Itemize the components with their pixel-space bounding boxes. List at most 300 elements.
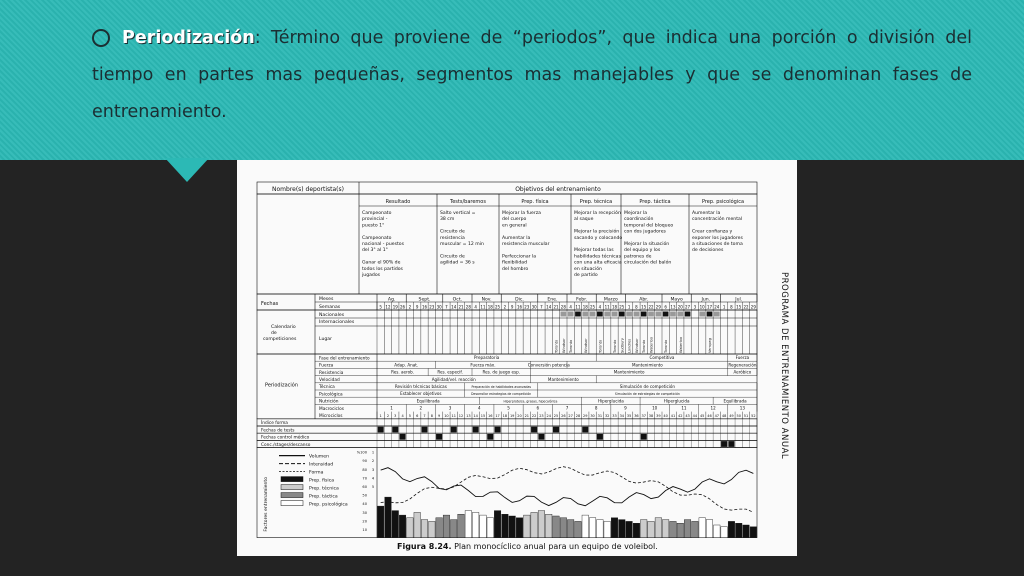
legend-swatch <box>281 501 303 506</box>
micro-number: 20 <box>517 413 522 418</box>
label-calendario: competiciones <box>263 337 297 342</box>
scale-index: 4 <box>371 476 375 481</box>
week-number: 21 <box>458 304 464 310</box>
objective-line: Salto vertical = <box>440 211 476 216</box>
week-number: 20 <box>677 304 683 310</box>
week-number: 25 <box>590 304 596 310</box>
objective-line: nacional - puestos <box>362 242 404 247</box>
medical-mark <box>436 434 442 440</box>
week-number: 4 <box>598 304 602 310</box>
period-label: Técnica <box>319 385 335 391</box>
test-mark <box>473 427 479 433</box>
factor-bar <box>494 511 501 538</box>
month-label: Abr. <box>639 297 649 303</box>
week-number: 2 <box>408 304 412 310</box>
objective-line: provincial - <box>362 217 388 223</box>
competition-mark <box>626 312 632 317</box>
week-number: 8 <box>730 304 733 310</box>
banner-notch <box>165 158 209 182</box>
venue-label: Windsor <box>561 338 566 353</box>
period-cell: Hiperproteica, grasas, hipocalórica <box>503 399 558 404</box>
definition-text: : Término que proviene de “periodos”, que indica una porción o división del tiempo en partes mas pequeñas, segmentos mas manejables y que se denominan fases de entrenamiento. <box>92 28 972 122</box>
micro-number: 24 <box>546 413 551 418</box>
competition-mark <box>670 312 676 317</box>
week-number: 14 <box>451 304 457 310</box>
period-cell: Establecer objetivos <box>400 391 442 397</box>
index-row <box>257 440 757 447</box>
objective-line: jugados <box>362 273 381 278</box>
competition-mark <box>707 312 713 317</box>
week-number: 13 <box>670 304 676 310</box>
period-cell: Preparatoria <box>473 355 500 361</box>
factor-bar <box>728 521 735 537</box>
volume-line <box>381 468 754 506</box>
period-cell: Equilibrada <box>723 398 747 404</box>
period-cell: Res. de juego esp. <box>482 369 521 375</box>
header-athletes: Nombre(s) deportista(s) <box>272 186 344 193</box>
factor-bar <box>516 518 523 538</box>
week-number: 26 <box>400 304 406 310</box>
objective-line: en general <box>502 223 527 229</box>
label-microciclos: Microciclos <box>319 414 343 419</box>
factor-bar <box>385 497 392 537</box>
objective-line: Mejorar la precisión <box>574 229 620 235</box>
competition-mark <box>685 312 691 317</box>
factor-bar <box>684 520 691 538</box>
intensity-line <box>381 467 754 513</box>
week-number: 18 <box>582 304 588 310</box>
period-cell: Preparación de habilidades avanzadas <box>471 385 531 389</box>
objective-line: Mejorar la <box>624 211 648 216</box>
medical-mark <box>538 434 544 440</box>
factor-bar <box>545 514 552 537</box>
period-cell: Simulación de estrategias de competición <box>614 392 680 397</box>
week-number: 5 <box>379 304 382 310</box>
label-nacionales: Nacionales <box>319 313 345 318</box>
scale-label: 80 <box>362 467 367 472</box>
factor-bar <box>619 520 626 538</box>
period-cell: Fuerza máx. <box>470 362 496 368</box>
period-cell: Aeróbico <box>733 369 752 375</box>
legend-swatch <box>281 477 303 482</box>
scale-label: 40 <box>362 502 367 507</box>
factor-bar <box>392 511 399 538</box>
scale-label: 50 <box>362 493 367 498</box>
label-calendario: Calendario <box>271 325 296 330</box>
objective-line: Mejorar la situación <box>624 242 670 247</box>
week-number: 14 <box>546 304 552 310</box>
week-number: 8 <box>635 304 638 310</box>
micro-number: 19 <box>509 413 515 418</box>
objective-line: resistencia <box>440 235 465 241</box>
test-mark <box>553 427 559 433</box>
period-cell: Mantenimiento <box>631 362 663 368</box>
micro-number: 10 <box>444 413 449 418</box>
label-periodizacion: Periodización <box>265 382 299 389</box>
factor-bar <box>450 520 457 538</box>
factor-bar <box>553 516 560 538</box>
factor-bar <box>589 518 596 538</box>
week-number: 15 <box>641 304 647 310</box>
objective-line: Perfeccionar la <box>502 254 537 260</box>
objective-line: temporal del bloqueo <box>624 223 674 229</box>
period-cell: Conversión potencia <box>527 362 570 368</box>
period-cell: Hiperglucida <box>663 398 690 404</box>
competition-mark <box>604 312 610 317</box>
week-number: 2 <box>503 304 507 310</box>
objective-title: Resultado <box>385 199 411 205</box>
micro-number: 34 <box>619 413 625 418</box>
period-cell: Desarrollar estrategias de competición <box>471 392 532 397</box>
objective-line: Circuito de <box>440 254 465 260</box>
macro-number: 10 <box>652 405 658 411</box>
week-number: 7 <box>445 304 448 310</box>
factor-bar <box>458 514 465 537</box>
period-cell: Equilibrada <box>416 398 440 404</box>
test-mark <box>421 427 427 433</box>
definition-paragraph <box>92 20 972 131</box>
competition-mark <box>597 312 603 317</box>
month-label: Dic. <box>515 297 524 303</box>
period-cell: Revisión técnicas básicas <box>394 384 447 389</box>
macro-number: 5 <box>507 405 510 411</box>
week-number: 28 <box>465 304 471 310</box>
venue-label: Windsor <box>634 338 639 353</box>
period-cell: Fuerza <box>735 355 750 361</box>
micro-number: 26 <box>561 413 566 418</box>
venue-label: Toronto <box>613 339 617 353</box>
factor-bar <box>538 511 545 538</box>
caption-label: Figura 8.24. <box>397 542 452 551</box>
week-number: 25 <box>495 304 501 310</box>
micro-number: 15 <box>480 413 486 418</box>
objective-line: todos los partidos <box>362 266 403 272</box>
medical-mark <box>487 434 493 440</box>
legend-swatch <box>281 493 303 498</box>
micro-number: 37 <box>641 413 646 418</box>
index-label: Índice forma <box>261 421 288 427</box>
micro-number: 50 <box>736 413 741 418</box>
month-label: Jun. <box>701 297 711 303</box>
objective-line: en situación <box>574 266 602 272</box>
macro-number: 2 <box>419 405 423 411</box>
label-internacionales: Internacionales <box>319 320 355 325</box>
micro-number: 36 <box>634 413 639 418</box>
week-number: 23 <box>524 304 530 310</box>
week-number: 22 <box>648 304 654 310</box>
week-number: 23 <box>429 304 435 310</box>
factor-bar <box>582 515 589 538</box>
week-number: 6 <box>664 304 667 310</box>
objective-line: Campeonato <box>362 211 392 216</box>
week-number: 16 <box>516 304 523 310</box>
factor-bar <box>465 511 472 538</box>
micro-number: 23 <box>539 413 544 418</box>
week-number: 15 <box>736 304 742 310</box>
factor-bar <box>743 525 750 538</box>
index-row <box>257 426 757 433</box>
scale-label: 90 <box>362 459 367 464</box>
test-mark <box>378 427 384 433</box>
venue-label: Waterloo <box>678 336 683 353</box>
micro-number: 25 <box>553 413 559 418</box>
factor-bar <box>750 527 757 538</box>
month-label: Jul. <box>735 297 743 303</box>
competition-mark <box>590 312 596 317</box>
micro-number: 46 <box>707 413 712 418</box>
objective-line: del 3° al 1° <box>362 248 388 254</box>
month-label: Mayo <box>670 297 683 303</box>
venue-label: Toronto <box>642 339 647 353</box>
factor-bar <box>735 523 742 537</box>
legend-label: Intensidad <box>309 462 334 468</box>
micro-number: 48 <box>721 413 727 418</box>
factor-bar <box>567 520 574 538</box>
micro-number: 32 <box>604 413 610 418</box>
scale-label: 60 <box>362 485 367 489</box>
micro-number: 27 <box>568 413 573 418</box>
micro-number: 8 <box>430 413 433 418</box>
micro-number: 21 <box>524 413 530 418</box>
test-mark <box>582 427 588 433</box>
rest-mark <box>728 441 734 447</box>
scale-index: 2 <box>371 459 375 464</box>
macro-number: 8 <box>594 405 598 411</box>
factor-bar <box>626 521 633 537</box>
competition-mark <box>699 312 705 317</box>
competition-mark <box>575 312 581 317</box>
factor-bar <box>524 515 531 538</box>
scale-label: 10 <box>362 528 367 532</box>
competition-mark <box>648 312 654 317</box>
factor-bar <box>414 512 421 537</box>
macro-number: 12 <box>710 405 716 411</box>
objective-line: Aumentar la <box>502 235 531 241</box>
rest-mark <box>721 441 727 447</box>
caption-text: Plan monocíclico anual para un equipo de voleibol. <box>451 542 658 551</box>
week-number: 21 <box>553 304 559 310</box>
objective-line: Mejorar todas las <box>574 248 614 254</box>
micro-number: 39 <box>656 413 661 418</box>
factor-bar <box>640 520 647 538</box>
competition-mark <box>582 312 588 317</box>
objective-title: Prep. psicológica <box>701 199 745 205</box>
week-number: 29 <box>655 304 661 310</box>
objective-title: Tests/baremos <box>450 199 486 205</box>
week-number: 9 <box>510 304 514 310</box>
micro-number: 17 <box>495 413 500 418</box>
index-label: Fechas de tests <box>261 428 295 434</box>
medical-mark <box>641 434 647 440</box>
objective-line: al saque <box>574 217 594 223</box>
month-label: Sept. <box>418 297 431 303</box>
factor-bar <box>677 523 684 537</box>
venue-label: Londres <box>627 338 632 353</box>
objective-line: Crear confianza y <box>692 229 733 235</box>
factor-bar <box>443 515 450 538</box>
macro-number: 13 <box>739 405 745 411</box>
week-number: 25 <box>619 304 625 310</box>
period-cell: Agilidad/vel. reacción <box>431 376 476 382</box>
macro-number: 7 <box>565 405 569 411</box>
micro-number: 35 <box>626 413 632 418</box>
period-label: Resistencia <box>319 370 344 376</box>
objective-line: puesto 1° <box>362 223 385 229</box>
month-label: Febr. <box>576 297 588 303</box>
factor-bar <box>662 520 669 538</box>
period-cell: Res. especif. <box>437 369 463 375</box>
competition-mark <box>663 312 669 317</box>
header-objectives: Objetivos del entrenamiento <box>515 186 601 193</box>
legend-label: Prep. psicológica <box>309 502 348 508</box>
objective-line: Campeonato <box>362 235 392 241</box>
micro-number: 52 <box>751 413 756 418</box>
week-number: 17 <box>706 304 713 310</box>
factor-bar <box>699 518 706 538</box>
week-number: 1 <box>722 304 726 310</box>
month-label: Nov. <box>481 297 492 303</box>
objective-title: Prep. técnica <box>579 199 613 205</box>
legend-label: Prep. táctica <box>309 494 338 500</box>
figure-side-title: PROGRAMA DE ENTRENAMIENTO ANUAL <box>779 272 789 460</box>
macro-number: 4 <box>478 405 481 411</box>
factor-bar <box>611 518 618 538</box>
macro-number: 3 <box>448 405 452 411</box>
scale-label: %100 <box>356 450 367 455</box>
factor-bar <box>509 516 516 538</box>
macro-number: 11 <box>681 405 687 411</box>
index-row <box>257 433 757 440</box>
macro-number: 1 <box>390 405 393 411</box>
competition-mark <box>568 312 574 317</box>
index-label: Conc./stages/descanso <box>261 442 311 448</box>
factor-bar <box>670 521 677 537</box>
factor-bar <box>436 518 443 538</box>
period-cell: Simulación de competición <box>619 384 676 389</box>
venue-label: Toronto <box>598 339 603 353</box>
objective-line: habilidades técnicas <box>574 254 621 260</box>
venue-label: Toronto <box>554 339 559 353</box>
objective-line: Ganar el 90% de <box>362 260 401 266</box>
objective-line: muscular = 12 min <box>440 242 484 247</box>
factor-bar <box>480 515 487 538</box>
label-factores: Factores entrenamiento <box>264 476 269 532</box>
objective-line: Mejorar la fuerza <box>502 211 541 216</box>
scale-label: 20 <box>362 519 367 524</box>
figure-caption <box>397 542 658 551</box>
micro-number: 2 <box>386 413 390 418</box>
month-label: Oct. <box>452 297 463 303</box>
period-cell: Hiperglucida <box>597 398 624 404</box>
micro-number: 5 <box>408 413 412 418</box>
micro-number: 9 <box>437 413 441 418</box>
month-label: Ene. <box>547 297 558 303</box>
term-label: Periodización <box>122 28 255 48</box>
period-cell: Mantenimiento <box>613 369 645 375</box>
medical-mark <box>400 434 406 440</box>
micro-number: 51 <box>743 413 749 418</box>
objective-line: de partido <box>574 273 598 278</box>
week-number: 11 <box>604 304 610 310</box>
objective-line: con dos jugadores <box>624 229 666 235</box>
factor-bar <box>714 525 721 538</box>
objective-line: agilidad = 36 s <box>440 260 475 266</box>
factor-bar <box>692 521 699 537</box>
micro-number: 47 <box>714 413 720 418</box>
week-number: 4 <box>474 304 477 310</box>
factor-bar <box>633 523 640 537</box>
week-number: 11 <box>575 304 581 310</box>
factor-bar <box>597 520 604 538</box>
micro-number: 28 <box>575 413 581 418</box>
objective-line: del equipo y los <box>624 248 661 254</box>
micro-number: 31 <box>597 413 603 418</box>
micro-number: 12 <box>458 413 464 418</box>
week-number: 29 <box>750 304 756 310</box>
objective-line: sacando y colocando <box>574 235 623 241</box>
micro-number: 16 <box>488 413 493 418</box>
week-number: 16 <box>421 304 428 310</box>
micro-number: 6 <box>416 413 419 418</box>
micro-number: 38 <box>648 413 654 418</box>
factor-bar <box>531 512 538 537</box>
competition-mark <box>714 312 720 317</box>
micro-number: 44 <box>692 413 698 418</box>
micro-number: 7 <box>423 413 426 418</box>
micro-number: 13 <box>466 413 471 418</box>
objective-line: a situaciones de toma <box>692 242 743 247</box>
week-number: 30 <box>436 304 442 310</box>
micro-number: 49 <box>729 413 734 418</box>
label-macrociclos: Macrociclos <box>319 406 344 412</box>
week-number: 28 <box>560 304 566 310</box>
micro-number: 18 <box>502 413 508 418</box>
week-number: 18 <box>611 304 618 310</box>
objective-line: coordinación <box>624 217 654 223</box>
competition-mark <box>641 312 647 317</box>
week-number: 1 <box>627 304 631 310</box>
competition-mark <box>677 312 683 317</box>
scale-index: 3 <box>371 467 375 472</box>
micro-number: 45 <box>699 413 705 418</box>
objective-title: Prep. táctica <box>639 199 671 205</box>
micro-number: 43 <box>685 413 690 418</box>
month-label: Marzo <box>603 297 618 303</box>
factor-bar <box>421 520 428 538</box>
objective-line: Circuito de <box>440 229 465 235</box>
index-label: Fechas control médico <box>261 435 310 441</box>
factor-bar <box>560 518 567 538</box>
factor-bar <box>399 515 406 538</box>
competition-mark <box>612 312 618 317</box>
micro-number: 29 <box>583 413 588 418</box>
test-mark <box>451 427 457 433</box>
period-label: Nutrición <box>319 399 339 405</box>
week-number: 9 <box>415 304 419 310</box>
venue-label: Sudbury <box>620 337 625 353</box>
index-row <box>257 419 757 426</box>
period-label: Psicológica <box>319 392 343 398</box>
week-number: 7 <box>540 304 543 310</box>
legend-label: Forma <box>309 470 324 476</box>
micro-number: 41 <box>670 413 676 418</box>
micro-number: 3 <box>394 413 397 418</box>
objective-line: de decisiones <box>692 248 724 254</box>
factor-bar <box>604 521 611 537</box>
objective-line: 38 cm <box>440 217 455 223</box>
micro-number: 42 <box>678 413 683 418</box>
objective-line: exponer los jugadores <box>692 235 743 241</box>
